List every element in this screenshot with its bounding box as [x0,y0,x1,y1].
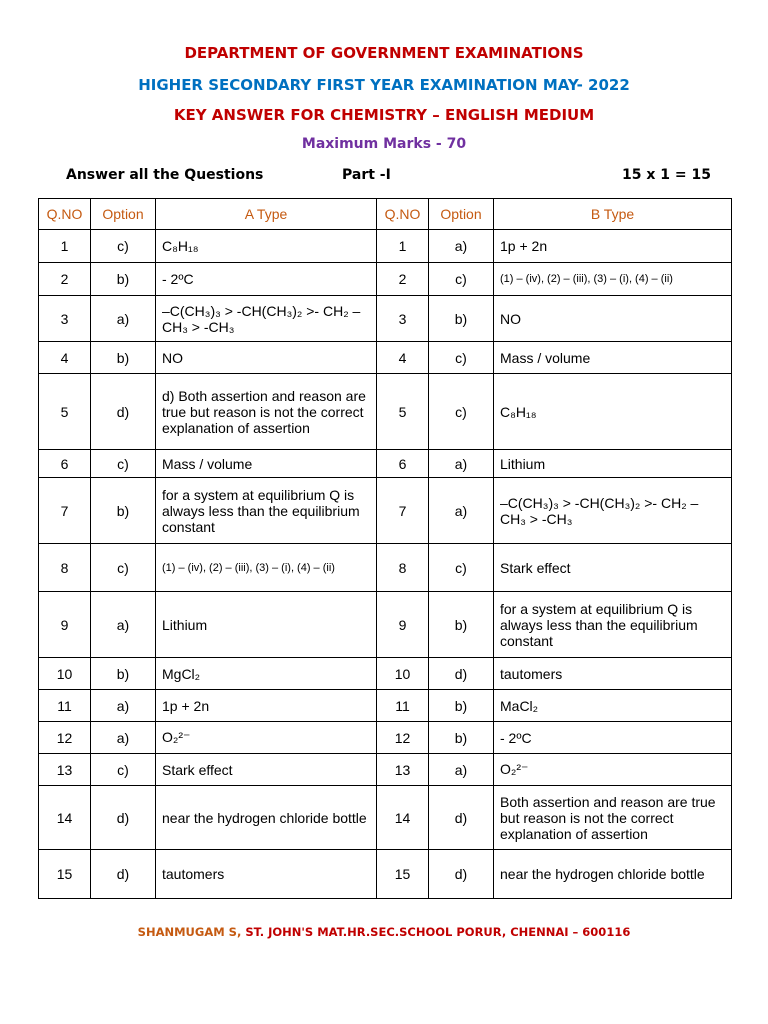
a-qno: 10 [39,658,91,690]
a-answer: tautomers [156,850,377,899]
b-option: b) [429,296,494,342]
a-answer: near the hydrogen chloride bottle [156,786,377,850]
b-answer: Mass / volume [494,342,732,374]
b-qno: 4 [377,342,429,374]
table-row [39,450,732,478]
a-option: d) [91,786,156,850]
table-row [39,230,732,263]
b-answer: tautomers [494,658,732,690]
b-option: d) [429,786,494,850]
a-option: b) [91,342,156,374]
marks-formula: 15 x 1 = 15 [622,167,711,183]
b-option: c) [429,544,494,592]
a-option: d) [91,850,156,899]
a-option: c) [91,230,156,263]
a-option: c) [91,544,156,592]
a-option: d) [91,374,156,450]
b-qno: 9 [377,592,429,658]
a-qno: 14 [39,786,91,850]
b-option: c) [429,263,494,296]
table-row [39,374,732,450]
a-option: c) [91,450,156,478]
table-row [39,754,732,786]
a-answer: Lithium [156,592,377,658]
b-qno: 1 [377,230,429,263]
a-answer: O₂²⁻ [156,722,377,754]
b-qno: 5 [377,374,429,450]
a-qno: 6 [39,450,91,478]
a-option: c) [91,754,156,786]
b-option: b) [429,592,494,658]
a-option: a) [91,592,156,658]
b-answer: (1) – (iv), (2) – (iii), (3) – (i), (4) – (ii) [494,263,732,296]
a-option: a) [91,690,156,722]
b-option: b) [429,722,494,754]
b-qno: 14 [377,786,429,850]
b-answer: near the hydrogen chloride bottle [494,850,732,899]
table-row [39,722,732,754]
b-option: d) [429,850,494,899]
b-option: d) [429,658,494,690]
a-option: a) [91,296,156,342]
a-answer: (1) – (iv), (2) – (iii), (3) – (i), (4) – (ii) [156,544,377,592]
a-qno: 12 [39,722,91,754]
b-option: a) [429,754,494,786]
b-answer: NO [494,296,732,342]
b-option: a) [429,450,494,478]
a-option: b) [91,263,156,296]
b-qno: 10 [377,658,429,690]
a-answer: - 2ºC [156,263,377,296]
b-qno: 13 [377,754,429,786]
a-answer: MgCl₂ [156,658,377,690]
table-row [39,786,732,850]
a-qno: 5 [39,374,91,450]
b-option: b) [429,690,494,722]
b-qno: 11 [377,690,429,722]
school-address: ST. JOHN'S MAT.HR.SEC.SCHOOL PORUR, CHENNAI – 600116 [245,925,631,939]
b-answer: O₂²⁻ [494,754,732,786]
table-row [39,850,732,899]
author-name: SHANMUGAM S, [137,925,242,939]
a-qno: 7 [39,478,91,544]
answer-key-title: KEY ANSWER FOR CHEMISTRY – ENGLISH MEDIUM [173,106,595,124]
b-answer: - 2ºC [494,722,732,754]
department-title: DEPARTMENT OF GOVERNMENT EXAMINATIONS [184,44,584,62]
table-row [39,342,732,374]
b-option: a) [429,478,494,544]
table-row [39,658,732,690]
header-a-type: A Type [156,199,377,230]
a-answer: d) Both assertion and reason are true but reason is not the correct explanation of assertion [156,374,377,450]
b-qno: 15 [377,850,429,899]
b-qno: 6 [377,450,429,478]
instruction-text: Answer all the Questions [66,167,264,183]
a-answer: for a system at equilibrium Q is always less than the equilibrium constant [156,478,377,544]
a-qno: 4 [39,342,91,374]
table-row [39,690,732,722]
b-answer: C₈H₁₈ [494,374,732,450]
b-answer: 1p + 2n [494,230,732,263]
header-qno-b: Q.NO [377,199,429,230]
maximum-marks: Maximum Marks - 70 [301,136,467,152]
a-answer: Mass / volume [156,450,377,478]
b-qno: 8 [377,544,429,592]
table-row [39,296,732,342]
b-qno: 3 [377,296,429,342]
b-option: c) [429,374,494,450]
b-qno: 2 [377,263,429,296]
a-answer: Stark effect [156,754,377,786]
header-qno-a: Q.NO [39,199,91,230]
a-answer: –C(CH₃)₃ > -CH(CH₃)₂ >- CH₂ – CH₃ > -CH₃ [156,296,377,342]
a-qno: 15 [39,850,91,899]
a-qno: 1 [39,230,91,263]
a-option: a) [91,722,156,754]
a-answer: C₈H₁₈ [156,230,377,263]
b-answer: –C(CH₃)₃ > -CH(CH₃)₂ >- CH₂ – CH₃ > -CH₃ [494,478,732,544]
a-qno: 8 [39,544,91,592]
a-option: b) [91,478,156,544]
b-qno: 7 [377,478,429,544]
b-answer: for a system at equilibrium Q is always less than the equilibrium constant [494,592,732,658]
b-option: a) [429,230,494,263]
header-b-type: B Type [494,199,732,230]
b-answer: Lithium [494,450,732,478]
exam-title: HIGHER SECONDARY FIRST YEAR EXAMINATION MAY- 2022 [138,76,630,94]
footer [0,925,768,939]
answer-key-table [38,198,732,899]
a-option: b) [91,658,156,690]
a-qno: 13 [39,754,91,786]
a-answer: 1p + 2n [156,690,377,722]
a-qno: 3 [39,296,91,342]
table-row [39,478,732,544]
header-option-b: Option [429,199,494,230]
b-option: c) [429,342,494,374]
table-header-row [39,199,732,230]
a-answer: NO [156,342,377,374]
b-qno: 12 [377,722,429,754]
b-answer: MaCl₂ [494,690,732,722]
b-answer: Stark effect [494,544,732,592]
a-qno: 9 [39,592,91,658]
header-option-a: Option [91,199,156,230]
a-qno: 2 [39,263,91,296]
part-label: Part -I [342,167,391,183]
a-qno: 11 [39,690,91,722]
table-row [39,263,732,296]
b-answer: Both assertion and reason are true but reason is not the correct explanation of assertion [494,786,732,850]
table-row [39,592,732,658]
table-row [39,544,732,592]
